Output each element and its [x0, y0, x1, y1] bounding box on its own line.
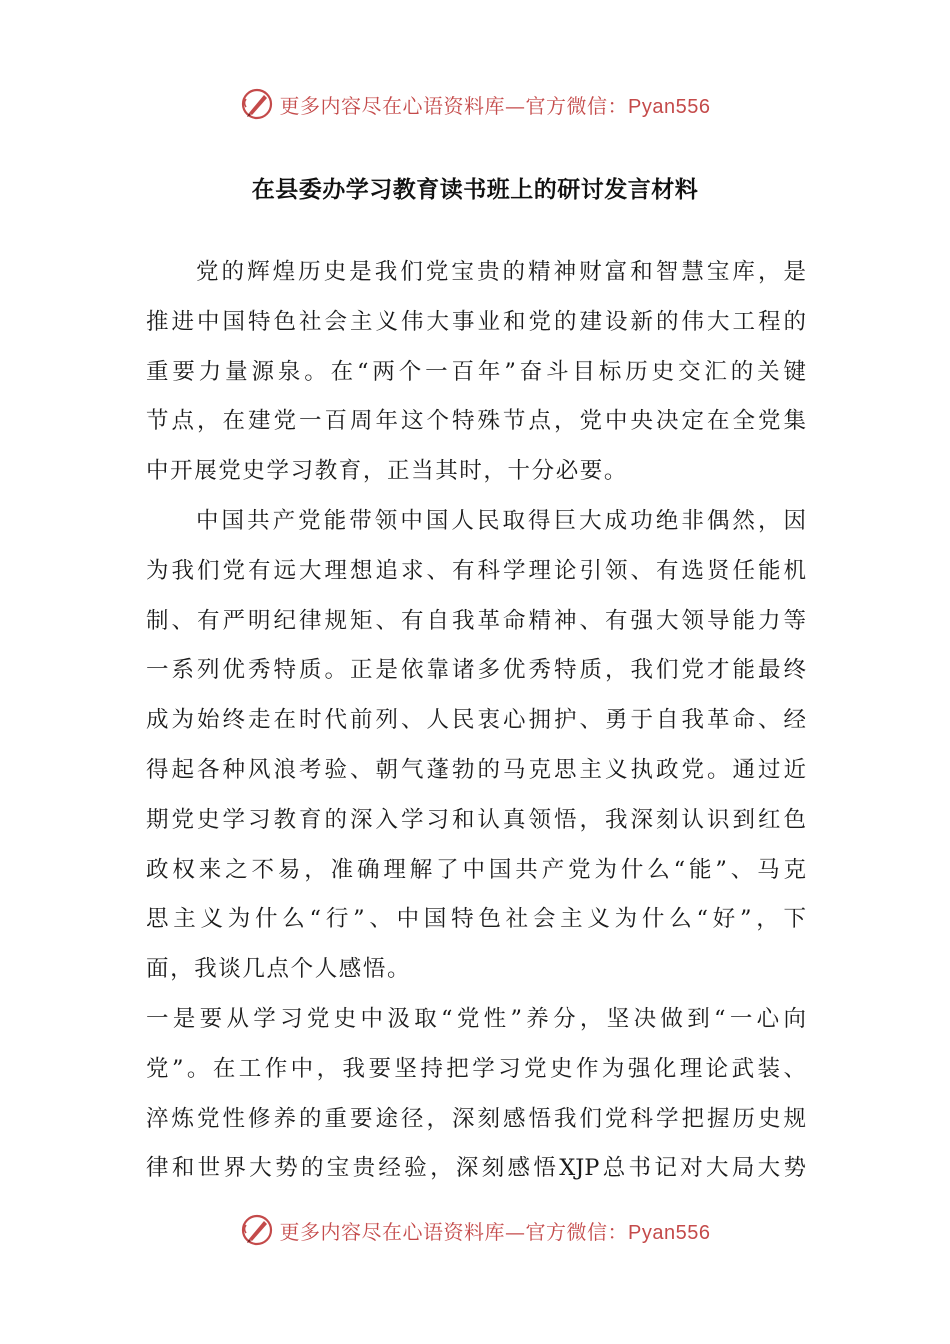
- paragraph-line: 节点，在建党一百周年这个特殊节点，党中央决定在全党集: [146, 408, 806, 435]
- paragraph-line: 一系列优秀特质。正是依靠诸多优秀特质，我们党才能最终: [146, 657, 806, 684]
- paragraph-line: 面，我谈几点个人感悟。: [146, 956, 412, 983]
- document-body: [146, 248, 806, 1194]
- paragraph-line: 推进中国特色社会主义伟大事业和党的建设新的伟大工程的: [146, 308, 806, 335]
- footer-banner-label: 更多内容尽在心语资料库—官方微信：: [279, 1219, 629, 1244]
- paragraph-line: 重要力量源泉。在“两个一百年”奋斗目标历史交汇的关键: [146, 358, 806, 385]
- header-banner-text: [280, 90, 711, 119]
- paragraph-line: 中国共产党能带领中国人民取得巨大成功绝非偶然，因: [196, 507, 806, 534]
- quill-pen-logo-icon: [240, 87, 274, 121]
- header-wechat-id: Pyan556: [628, 95, 711, 118]
- paragraph-line: 党”。在工作中，我要坚持把学习党史作为强化理论武装、: [146, 1055, 806, 1082]
- paragraph-line: 中开展党史学习教育，正当其时，十分必要。: [146, 458, 629, 485]
- paragraph-line: 党的辉煌历史是我们党宝贵的精神财富和智慧宝库，是: [196, 259, 806, 285]
- footer-banner: [0, 1208, 950, 1252]
- paragraph-line: 律和世界大势的宝贵经验，深刻感悟XJP总书记对大局大势: [146, 1155, 806, 1182]
- header-banner: [0, 82, 950, 126]
- paragraph-line: 政权来之不易，准确理解了中国共产党为什么“能”、马克: [146, 856, 806, 883]
- paragraph-line: 制、有严明纪律规矩、有自我革命精神、有强大领导能力等: [146, 607, 806, 634]
- footer-banner-text: [280, 1216, 711, 1245]
- document-title: 在县委办学习教育读书班上的研讨发言材料: [251, 176, 699, 203]
- footer-wechat-id: Pyan556: [628, 1221, 711, 1244]
- paragraph-line: 得起各种风浪考验、朝气蓬勃的马克思主义执政党。通过近: [146, 756, 806, 783]
- paragraph-line: 成为始终走在时代前列、人民衷心拥护、勇于自我革命、经: [146, 707, 806, 734]
- paragraph-line: 期党史学习教育的深入学习和认真领悟，我深刻认识到红色: [146, 806, 806, 833]
- paragraph-line: 淬炼党性修养的重要途径，深刻感悟我们党科学把握历史规: [146, 1105, 806, 1132]
- header-banner-label: 更多内容尽在心语资料库—官方微信：: [279, 93, 629, 118]
- paragraph-line: 为我们党有远大理想追求、有科学理论引领、有选贤任能机: [146, 557, 806, 584]
- paragraph-line: 一是要从学习党史中汲取“党性”养分，坚决做到“一心向: [146, 1005, 806, 1032]
- quill-pen-logo-icon: [240, 1213, 274, 1247]
- paragraph-line: 思主义为什么“行”、中国特色社会主义为什么“好”，下: [146, 906, 806, 933]
